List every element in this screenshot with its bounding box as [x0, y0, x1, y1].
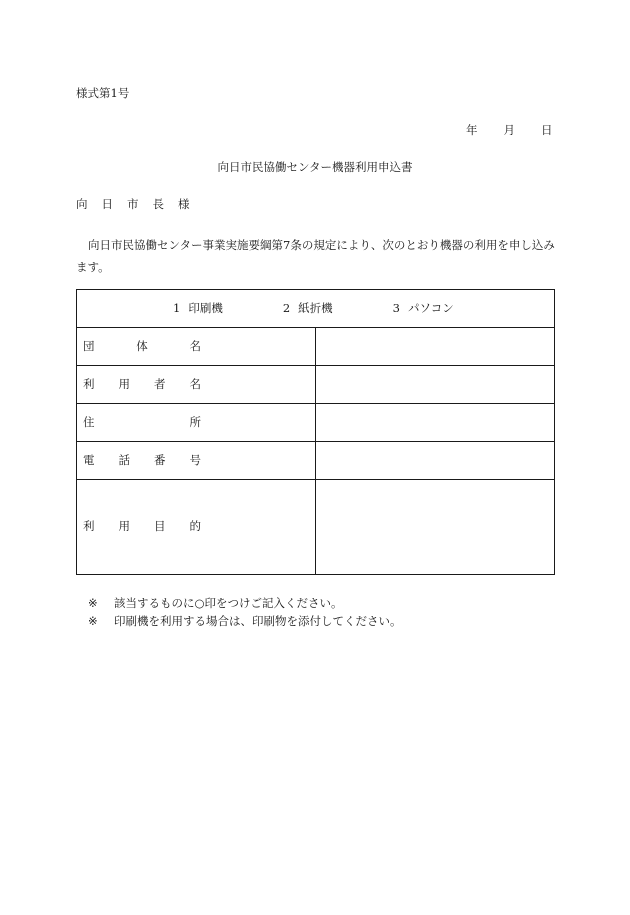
label-char: 利: [83, 376, 95, 391]
equipment-options-cell[interactable]: [77, 290, 555, 328]
equipment-option-pc[interactable]: [393, 301, 454, 317]
equipment-row: [77, 290, 555, 328]
date-day: 日: [541, 123, 553, 137]
label-char: 目: [154, 519, 166, 534]
label-char: 所: [189, 414, 201, 429]
label-char: 者: [154, 376, 166, 391]
label-char: 番: [154, 452, 166, 467]
application-form-table: [76, 289, 555, 575]
address-row: [77, 404, 555, 442]
organization-label: [77, 328, 316, 366]
option-label: 紙折機: [298, 300, 333, 315]
note-mark: ※: [88, 596, 98, 610]
option-label: パソコン: [407, 300, 454, 315]
option-number: 3: [392, 300, 400, 315]
phone-label: [77, 442, 316, 480]
user-field[interactable]: [316, 366, 555, 404]
addressee: 向日市長様: [76, 197, 204, 211]
form-number: 様式第1号: [76, 86, 130, 100]
label-char: 住: [83, 414, 95, 429]
note-text: 該当するものに○印をつけご記入ください。: [114, 596, 343, 610]
label-char: 利: [83, 519, 95, 534]
phone-row: [77, 442, 555, 480]
phone-field[interactable]: [316, 442, 555, 480]
label-char: 用: [118, 376, 130, 391]
organization-field[interactable]: [316, 328, 555, 366]
address-label: [77, 404, 316, 442]
organization-row: [77, 328, 555, 366]
label-char: 話: [118, 452, 130, 467]
purpose-field[interactable]: [316, 480, 555, 575]
note-text: 印刷機を利用する場合は、印刷物を添付してください。: [114, 614, 402, 628]
note-mark: ※: [88, 614, 98, 628]
user-label: [77, 366, 316, 404]
document-title: 向日市民協働センター機器利用申込書: [217, 160, 413, 174]
purpose-label: [77, 480, 316, 575]
intro-paragraph: 向日市民協働センター事業実施要綱第7条の規定により、次のとおり機器の利用を申し込みます。: [76, 238, 555, 274]
option-number: 2: [282, 300, 291, 315]
date-month: 月: [503, 123, 515, 137]
label-char: 電: [83, 452, 95, 467]
equipment-option-printer[interactable]: [173, 301, 223, 317]
note-item: [88, 614, 402, 630]
label-char: 的: [189, 519, 201, 534]
label-char: 団: [83, 338, 95, 353]
date-year: 年: [466, 123, 478, 137]
label-char: 名: [189, 376, 201, 391]
purpose-row: [77, 480, 555, 575]
equipment-option-folder[interactable]: [283, 301, 333, 317]
user-row: [77, 366, 555, 404]
label-char: 用: [118, 519, 130, 534]
label-char: 体: [136, 338, 148, 353]
note-item: [88, 596, 343, 612]
option-number: 1: [173, 300, 181, 315]
date-line: [466, 123, 553, 139]
label-char: 名: [189, 338, 201, 353]
address-field[interactable]: [316, 404, 555, 442]
option-label: 印刷機: [188, 300, 223, 315]
label-char: 号: [189, 452, 201, 467]
